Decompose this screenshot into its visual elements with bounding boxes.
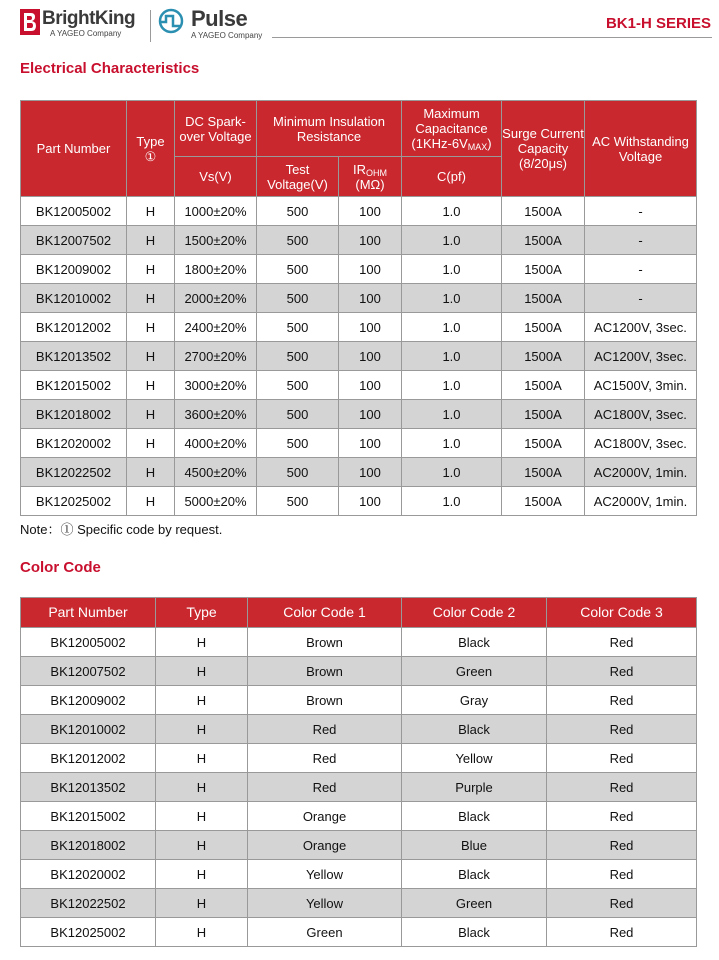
cell-part-number: BK12020002 [21,860,156,889]
cell-capacitance: 1.0 [402,284,502,313]
cell-type: H [127,313,175,342]
header-ir-sub: OHM [366,167,387,178]
color-code-section-title: Color Code [20,559,101,576]
cell-part-number: BK12018002 [21,831,156,860]
cell-test-voltage: 500 [257,197,339,226]
cell-type: H [156,628,248,657]
cell-ac-voltage: AC1200V, 3sec. [585,342,697,371]
cell-capacitance: 1.0 [402,400,502,429]
header-ir [339,157,402,197]
cell-color-code-3: Red [547,715,697,744]
cell-vs: 3600±20% [175,400,257,429]
cell-surge: 1500A [502,342,585,371]
cell-part-number: BK12020002 [21,429,127,458]
cell-ac-voltage: - [585,284,697,313]
cell-ir: 100 [339,226,402,255]
cell-ir: 100 [339,255,402,284]
cell-color-code-3: Red [547,918,697,947]
cell-type: H [156,802,248,831]
color-header-1: Type [156,598,248,628]
cell-color-code-2: Black [402,802,547,831]
cell-color-code-3: Red [547,889,697,918]
cell-surge: 1500A [502,400,585,429]
cell-surge: 1500A [502,284,585,313]
cell-part-number: BK12018002 [21,400,127,429]
table-row [21,313,697,342]
header-max-cap-label: Maximum Capacitance [415,106,488,136]
cell-type: H [156,860,248,889]
brightking-logo [20,9,135,39]
header-max-cap-sub: MAX [467,142,488,152]
cell-test-voltage: 500 [257,226,339,255]
pulse-subtitle: A YAGEO Company [191,31,263,40]
cell-ac-voltage: AC1500V, 3min. [585,371,697,400]
cell-surge: 1500A [502,458,585,487]
header-part-number: Part Number [21,101,127,197]
cell-vs: 5000±20% [175,487,257,516]
cell-color-code-2: Gray [402,686,547,715]
cell-test-voltage: 500 [257,284,339,313]
cell-test-voltage: 500 [257,371,339,400]
table-row [21,628,697,657]
table-row [21,773,697,802]
cell-part-number: BK12013502 [21,773,156,802]
cell-part-number: BK12007502 [21,657,156,686]
cell-part-number: BK12012002 [21,313,127,342]
cell-ac-voltage: AC2000V, 1min. [585,458,697,487]
cell-color-code-1: Yellow [248,860,402,889]
color-header-0: Part Number [21,598,156,628]
header-ac-withstanding: AC Withstanding Voltage [585,101,697,197]
cell-vs: 1500±20% [175,226,257,255]
cell-test-voltage: 500 [257,487,339,516]
cell-color-code-2: Purple [402,773,547,802]
cell-capacitance: 1.0 [402,429,502,458]
cell-part-number: BK12013502 [21,342,127,371]
cell-part-number: BK12010002 [21,715,156,744]
cell-capacitance: 1.0 [402,226,502,255]
header-surge-current: Surge Current Capacity (8/20μs) [502,101,585,197]
cell-color-code-3: Red [547,802,697,831]
cell-type: H [156,686,248,715]
cell-color-code-2: Black [402,628,547,657]
table-row [21,197,697,226]
cell-color-code-3: Red [547,686,697,715]
cell-capacitance: 1.0 [402,342,502,371]
cell-color-code-1: Yellow [248,889,402,918]
table-row [21,284,697,313]
cell-part-number: BK12012002 [21,744,156,773]
cell-surge: 1500A [502,197,585,226]
table-row [21,255,697,284]
cell-test-voltage: 500 [257,255,339,284]
cell-ac-voltage: - [585,197,697,226]
cell-type: H [127,284,175,313]
cell-type: H [127,255,175,284]
cell-part-number: BK12009002 [21,255,127,284]
cell-vs: 2400±20% [175,313,257,342]
cell-ir: 100 [339,400,402,429]
cell-color-code-1: Red [248,773,402,802]
table-row [21,918,697,947]
table-row [21,889,697,918]
table-note: Note：① Specific code by request. [20,522,223,537]
cell-type: H [127,429,175,458]
table-row [21,458,697,487]
cell-part-number: BK12025002 [21,918,156,947]
electrical-table [20,100,697,516]
cell-color-code-2: Green [402,657,547,686]
cell-capacitance: 1.0 [402,313,502,342]
cell-type: H [127,487,175,516]
cell-surge: 1500A [502,487,585,516]
cell-type: H [127,371,175,400]
cell-ir: 100 [339,313,402,342]
cell-color-code-2: Blue [402,831,547,860]
cell-ir: 100 [339,342,402,371]
cell-part-number: BK12010002 [21,284,127,313]
cell-color-code-1: Brown [248,686,402,715]
cell-test-voltage: 500 [257,429,339,458]
brightking-name: BrightKing [42,8,136,29]
cell-surge: 1500A [502,255,585,284]
cell-vs: 1000±20% [175,197,257,226]
cell-color-code-3: Red [547,773,697,802]
table-row [21,429,697,458]
brightking-logo-icon [20,9,40,35]
cell-type: H [127,197,175,226]
table-row [21,371,697,400]
cell-capacitance: 1.0 [402,255,502,284]
header-vs: Vs(V) [175,157,257,197]
cell-vs: 3000±20% [175,371,257,400]
cell-color-code-1: Brown [248,657,402,686]
cell-type: H [127,226,175,255]
cell-ir: 100 [339,429,402,458]
table-row [21,744,697,773]
cell-type: H [156,744,248,773]
cell-ir: 100 [339,458,402,487]
cell-type: H [156,657,248,686]
cell-ac-voltage: - [585,226,697,255]
cell-color-code-2: Yellow [402,744,547,773]
cell-part-number: BK12015002 [21,371,127,400]
cell-color-code-1: Green [248,918,402,947]
cell-vs: 4000±20% [175,429,257,458]
page-header [0,0,719,48]
cell-ir: 100 [339,197,402,226]
brightking-subtitle: A YAGEO Company [50,29,122,38]
cell-test-voltage: 500 [257,458,339,487]
cell-ac-voltage: AC1800V, 3sec. [585,400,697,429]
cell-part-number: BK12015002 [21,802,156,831]
header-ir-unit: (MΩ) [355,176,385,192]
cell-color-code-2: Green [402,889,547,918]
cell-ac-voltage: AC1800V, 3sec. [585,429,697,458]
header-max-cap-cond: (1KHz-6V [411,136,468,151]
header-rule [272,37,712,38]
table-row [21,342,697,371]
table-row [21,831,697,860]
cell-vs: 2700±20% [175,342,257,371]
table-row [21,802,697,831]
cell-part-number: BK12005002 [21,197,127,226]
cell-color-code-2: Black [402,918,547,947]
cell-vs: 1800±20% [175,255,257,284]
header-max-cap-close: ) [487,136,492,151]
cell-surge: 1500A [502,429,585,458]
header-test-voltage: Test Voltage(V) [257,157,339,197]
cell-part-number: BK12022502 [21,889,156,918]
logo-divider [150,10,151,42]
cell-capacitance: 1.0 [402,371,502,400]
cell-type: H [127,400,175,429]
cell-color-code-3: Red [547,744,697,773]
table-row [21,400,697,429]
cell-color-code-2: Black [402,715,547,744]
cell-ac-voltage: AC2000V, 1min. [585,487,697,516]
table-row [21,860,697,889]
cell-capacitance: 1.0 [402,458,502,487]
table-row [21,715,697,744]
color-header-4: Color Code 3 [547,598,697,628]
cell-type: H [156,918,248,947]
header-type-label: Type [136,133,165,149]
cell-surge: 1500A [502,371,585,400]
cell-vs: 4500±20% [175,458,257,487]
cell-color-code-3: Red [547,628,697,657]
cell-part-number: BK12025002 [21,487,127,516]
table-row [21,226,697,255]
cell-ir: 100 [339,487,402,516]
cell-part-number: BK12005002 [21,628,156,657]
pulse-name: Pulse [191,6,248,31]
color-header-2: Color Code 1 [248,598,402,628]
cell-vs: 2000±20% [175,284,257,313]
cell-ir: 100 [339,371,402,400]
cell-surge: 1500A [502,226,585,255]
cell-color-code-1: Orange [248,831,402,860]
cell-ir: 100 [339,284,402,313]
cell-ac-voltage: - [585,255,697,284]
table-row [21,686,697,715]
cell-capacitance: 1.0 [402,197,502,226]
cell-color-code-1: Orange [248,802,402,831]
cell-part-number: BK12022502 [21,458,127,487]
cell-type: H [127,342,175,371]
cell-surge: 1500A [502,313,585,342]
table-row [21,487,697,516]
cell-test-voltage: 500 [257,400,339,429]
header-ir-label: IR [353,161,366,177]
cell-capacitance: 1.0 [402,487,502,516]
cell-part-number: BK12009002 [21,686,156,715]
cell-type: H [156,773,248,802]
cell-type: H [127,458,175,487]
table-row [21,657,697,686]
header-type [127,101,175,197]
pulse-logo [157,8,262,41]
cell-type: H [156,831,248,860]
cell-color-code-1: Red [248,744,402,773]
cell-color-code-2: Black [402,860,547,889]
cell-type: H [156,715,248,744]
cell-part-number: BK12007502 [21,226,127,255]
cell-color-code-1: Brown [248,628,402,657]
cell-color-code-3: Red [547,860,697,889]
series-title: BK1-H SERIES [605,15,711,32]
color-header-3: Color Code 2 [402,598,547,628]
cell-test-voltage: 500 [257,342,339,371]
header-min-insulation: Minimum Insulation Resistance [257,101,402,157]
color-code-table [20,597,697,947]
cell-test-voltage: 500 [257,313,339,342]
cell-color-code-1: Red [248,715,402,744]
electrical-section-title: Electrical Characteristics [20,60,200,77]
header-capacitance: C(pf) [402,157,502,197]
cell-color-code-3: Red [547,831,697,860]
cell-color-code-3: Red [547,657,697,686]
header-max-capacitance [402,101,502,157]
pulse-logo-icon [157,8,187,34]
cell-ac-voltage: AC1200V, 3sec. [585,313,697,342]
cell-type: H [156,889,248,918]
header-dc-voltage: DC Spark-over Voltage [175,101,257,157]
header-type-note: ① [144,148,157,164]
